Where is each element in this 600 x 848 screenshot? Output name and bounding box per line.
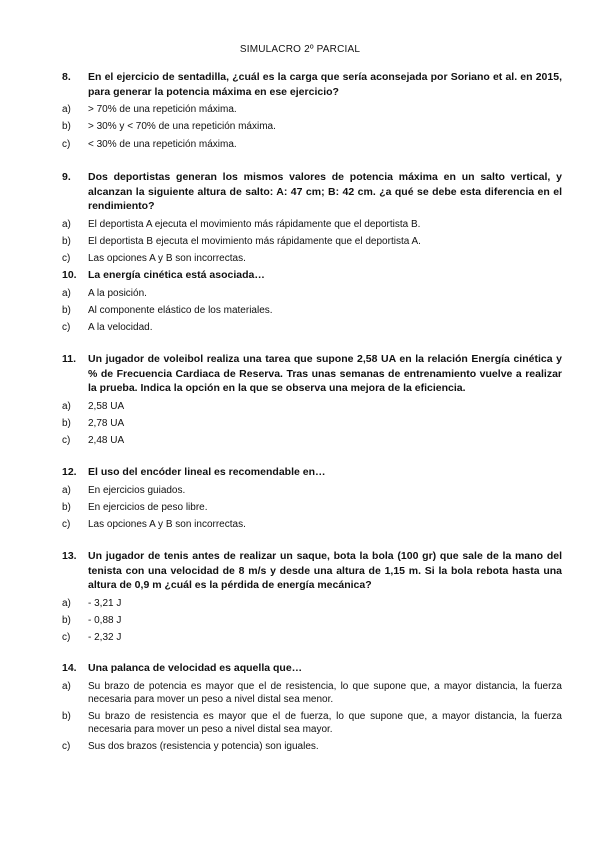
page-header: SIMULACRO 2º PARCIAL	[239, 44, 361, 55]
answer-option	[62, 631, 562, 644]
option-letter: c)	[62, 435, 71, 447]
option-text: Sus dos brazos (resistencia y potencia) son iguales.	[88, 741, 319, 753]
question-12	[62, 465, 562, 531]
question-stem: 11. Un jugador de voleibol realiza una tarea que supone 2,58 UA en la relación Energía cinética y % de Frecuencia Cardiaca de Reserva. Tras unas semanas de entrenamiento vuelve a realizar la prueba. Indica la opción en la que se observa una mejora de la eficiencia.	[62, 353, 562, 395]
option-text: A la posición.	[88, 287, 147, 299]
option-letter: c)	[62, 253, 71, 265]
answer-option	[62, 417, 562, 430]
option-letter: b)	[62, 304, 71, 316]
question-9	[62, 170, 562, 265]
option-letter: a)	[62, 104, 71, 116]
answer-option	[62, 103, 562, 116]
option-text: Al componente elástico de los materiales.	[88, 304, 273, 316]
option-text: El deportista B ejecuta el movimiento más rápidamente que el deportista A.	[88, 236, 421, 248]
answer-option	[62, 710, 562, 736]
answer-option	[62, 138, 562, 151]
answer-option	[62, 400, 562, 413]
question-11	[62, 352, 562, 447]
option-letter: b)	[62, 418, 71, 430]
question-number: 13.	[62, 550, 77, 562]
question-stem: 10. La energía cinética está asociada…	[62, 269, 265, 281]
option-text: Su brazo de resistencia es mayor que el de fuerza, lo que supone que, a mayor distancia, la fuerza necesaria para mover un peso a nivel distal sea mayor.	[88, 710, 562, 735]
answer-option	[62, 120, 562, 133]
option-letter: b)	[62, 615, 71, 627]
answer-option	[62, 321, 562, 334]
question-13	[62, 549, 562, 644]
option-text: > 70% de una repetición máxima.	[88, 104, 237, 116]
question-stem: 14. Una palanca de velocidad es aquella que…	[62, 662, 303, 674]
question-number: 8.	[62, 71, 71, 83]
answer-option	[62, 614, 562, 627]
option-text: En ejercicios de peso libre.	[88, 501, 208, 513]
question-14	[62, 661, 562, 753]
option-letter: a)	[62, 680, 71, 692]
answer-option	[62, 501, 562, 514]
option-letter: b)	[62, 121, 71, 133]
answer-option	[62, 235, 562, 248]
question-number: 9.	[62, 171, 71, 183]
question-number: 11.	[62, 353, 77, 365]
option-text: 2,78 UA	[88, 418, 125, 430]
option-text: El deportista A ejecuta el movimiento más rápidamente que el deportista B.	[88, 218, 421, 230]
option-letter: a)	[62, 484, 71, 496]
option-letter: c)	[62, 519, 71, 531]
option-text: - 2,32 J	[88, 632, 122, 644]
option-text: > 30% y < 70% de una repetición máxima.	[88, 121, 276, 133]
answer-option	[62, 597, 562, 610]
question-stem: 12. El uso del encóder lineal es recomendable en…	[62, 466, 326, 478]
option-letter: c)	[62, 632, 71, 644]
question-stem: 13. Un jugador de tenis antes de realizar un saque, bota la bola (100 gr) que sale de la mano del tenista con una velocidad de 8 m/s y desde una altura de 1,15 m. Si la bola rebota hasta una altura de 0,9 m ¿cuál es la pérdida de energía mecánica?	[62, 550, 562, 592]
question-number: 12.	[62, 466, 77, 478]
question-number: 14.	[62, 662, 77, 674]
answer-option	[62, 680, 562, 706]
option-letter: c)	[62, 138, 71, 150]
option-letter: a)	[62, 287, 71, 299]
answer-option	[62, 218, 562, 231]
option-text: Las opciones A y B son incorrectas.	[88, 253, 246, 265]
question-number: 10.	[62, 269, 77, 281]
answer-option	[62, 304, 562, 317]
question-10	[62, 268, 562, 334]
option-text: 2,48 UA	[88, 435, 125, 447]
question-stem: 8. En el ejercicio de sentadilla, ¿cuál es la carga que sería aconsejada por Soriano et al. en 2015, para generar la potencia máxima en ese ejercicio?	[62, 71, 562, 98]
answer-option	[62, 287, 562, 300]
option-letter: c)	[62, 741, 71, 753]
answer-option	[62, 252, 562, 265]
option-letter: b)	[62, 501, 71, 513]
option-letter: c)	[62, 322, 71, 334]
option-text: Las opciones A y B son incorrectas.	[88, 519, 246, 531]
option-text: < 30% de una repetición máxima.	[88, 138, 237, 150]
question-stem: 9. Dos deportistas generan los mismos valores de potencia máxima en un salto vertical, y alcanzan la siguiente altura de salto: A: 47 cm; B: 42 cm. ¿a qué se debe esta diferencia en el rendimiento?	[62, 171, 562, 213]
option-text: - 0,88 J	[88, 615, 122, 627]
option-text: - 3,21 J	[88, 597, 122, 609]
option-text: En ejercicios guiados.	[88, 484, 186, 496]
option-text: Su brazo de potencia es mayor que el de resistencia, lo que supone que, a mayor distancia, la fuerza necesaria para mover un peso a nivel distal sea menor.	[88, 680, 562, 705]
option-text: 2,58 UA	[88, 400, 125, 412]
option-letter: a)	[62, 400, 71, 412]
answer-option	[62, 434, 562, 447]
question-8	[62, 70, 562, 151]
option-letter: a)	[62, 597, 71, 609]
answer-option	[62, 740, 562, 753]
option-text: A la velocidad.	[88, 322, 153, 334]
answer-option	[62, 518, 562, 531]
answer-option	[62, 484, 562, 497]
option-letter: a)	[62, 218, 71, 230]
option-letter: b)	[62, 236, 71, 248]
option-letter: b)	[62, 710, 71, 722]
